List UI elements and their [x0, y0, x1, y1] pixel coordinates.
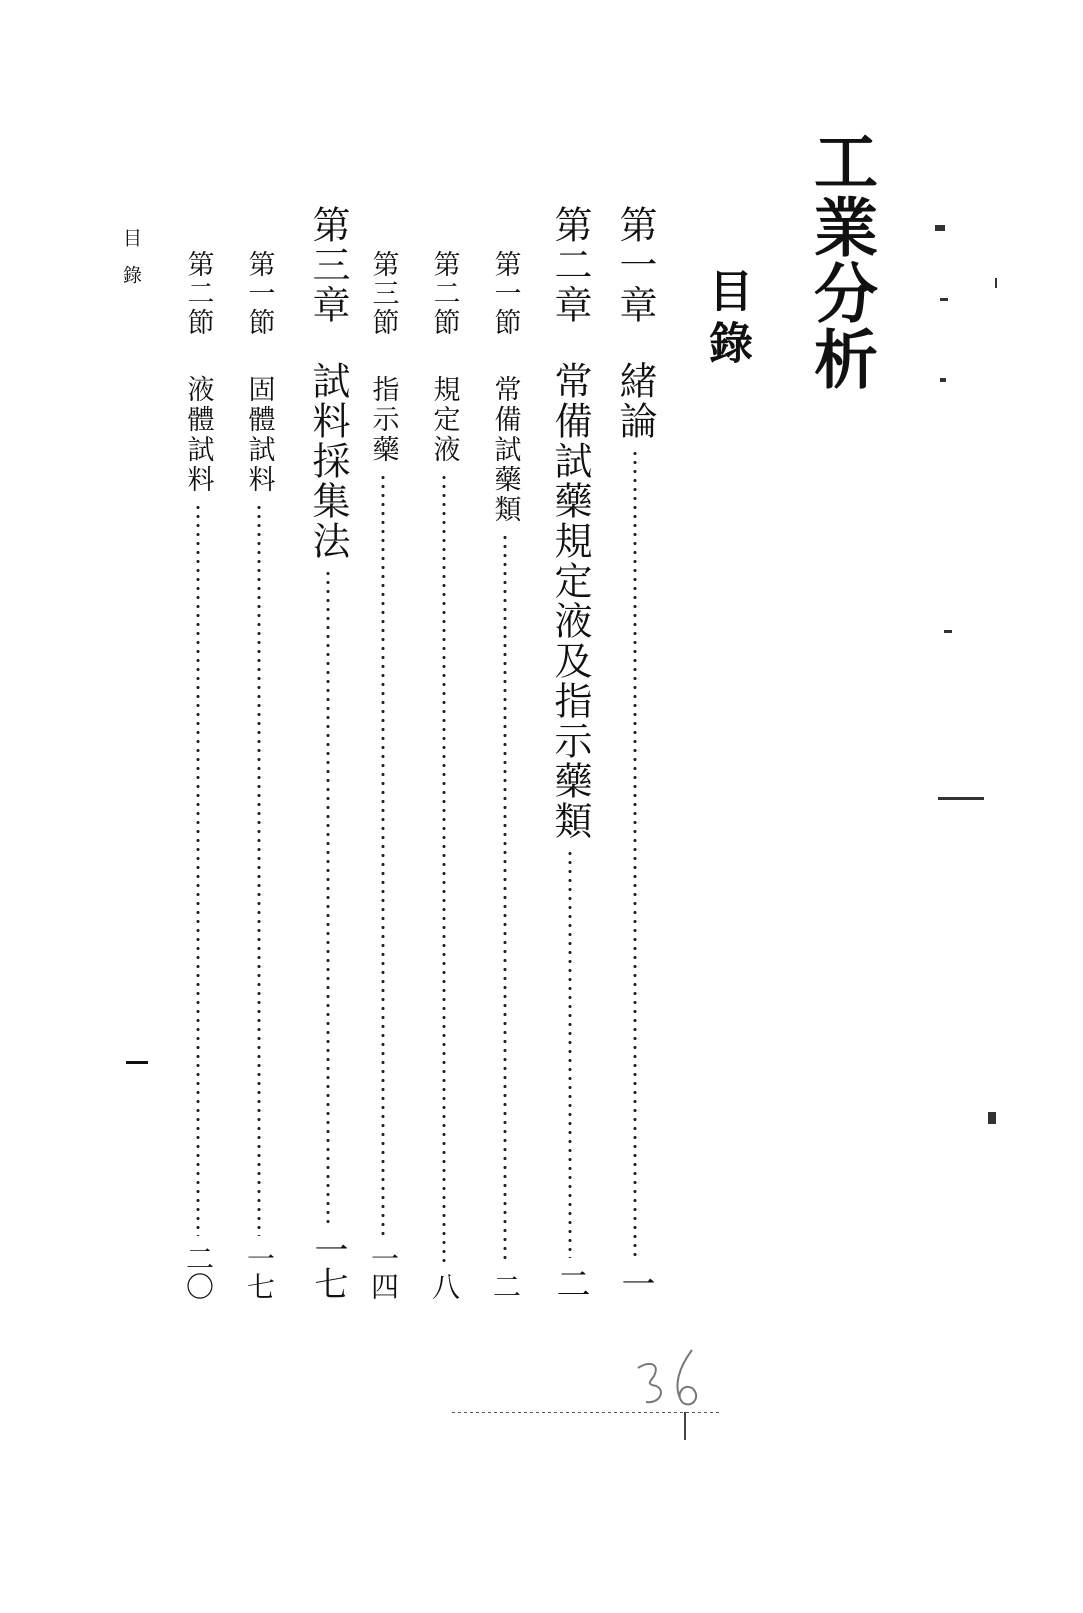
toc-entry-label: 第二節	[428, 250, 460, 337]
dot-leader	[568, 849, 572, 1258]
scan-speck	[940, 298, 948, 301]
toc-entry-page: 一七	[243, 1244, 276, 1300]
toc-entry-label: 第三節	[367, 250, 399, 337]
toc-entry-page: 一四	[367, 1244, 400, 1300]
toc-entry-title: 常備試藥規定液及指示藥類	[548, 361, 592, 841]
scan-speck	[944, 630, 952, 633]
folio-number	[126, 1061, 148, 1064]
toc-entry-title: 規定液	[428, 375, 460, 465]
toc-entry-label: 第二節	[182, 250, 214, 337]
toc-entry-page: 二	[550, 1266, 590, 1300]
dot-leader	[503, 533, 507, 1264]
toc-entry-section-2-1[interactable]	[488, 250, 522, 1300]
toc-entry-chapter-2[interactable]	[547, 205, 593, 1300]
scan-speck	[935, 225, 945, 231]
scan-tick-mark	[684, 1412, 686, 1440]
toc-entry-label: 第二章	[548, 205, 592, 325]
dot-leader	[257, 503, 261, 1236]
toc-entry-chapter-3[interactable]	[305, 205, 351, 1300]
toc-entry-title: 常備試藥類	[489, 375, 521, 525]
dot-leader	[633, 449, 637, 1258]
dot-leader	[381, 473, 385, 1236]
scan-speck	[988, 1112, 996, 1124]
toc-entry-label: 第一節	[489, 250, 521, 337]
toc-entry-label: 第一節	[243, 250, 275, 337]
dot-leader	[326, 569, 330, 1224]
toc-entry-section-3-1[interactable]	[242, 250, 276, 1300]
toc-entry-section-2-3[interactable]	[366, 250, 400, 1300]
book-title: 工業分析	[803, 128, 878, 392]
toc-entry-title: 固體試料	[243, 375, 275, 495]
toc-entry-chapter-1[interactable]	[612, 205, 658, 1300]
handwritten-note	[610, 1320, 730, 1420]
toc-heading: 目錄	[701, 268, 752, 372]
toc-entry-title: 指示藥	[367, 375, 399, 465]
toc-entry-label: 第一章	[613, 205, 657, 325]
toc-entry-section-3-2[interactable]	[181, 250, 215, 1300]
toc-entry-title: 緒論	[613, 361, 657, 441]
toc-entry-label: 第三章	[306, 205, 350, 325]
toc-entry-section-2-2[interactable]	[427, 250, 461, 1300]
toc-entry-page: 一	[615, 1266, 655, 1300]
scan-speck	[995, 278, 997, 288]
dot-leader	[442, 473, 446, 1264]
scan-rule-line	[452, 1412, 722, 1413]
toc-entry-page: 八	[428, 1272, 461, 1300]
scan-speck	[938, 797, 984, 800]
scan-speck	[940, 378, 946, 382]
toc-entry-title: 試料採集法	[306, 361, 350, 561]
toc-entry-page: 二〇	[182, 1244, 215, 1300]
running-head: 目錄	[120, 228, 142, 302]
toc-entry-page: 二	[489, 1272, 522, 1300]
toc-entry-title: 液體試料	[182, 375, 214, 495]
toc-entry-page: 一七	[308, 1232, 348, 1300]
dot-leader	[196, 503, 200, 1236]
